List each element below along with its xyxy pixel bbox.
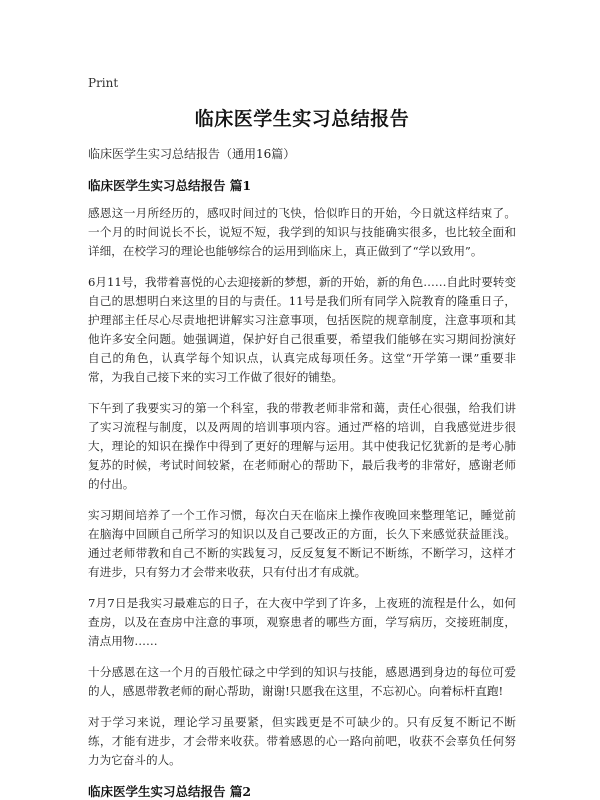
paragraph: 感恩这一月所经历的，感叹时间过的飞快，恰似昨日的开始，今日就这样结束了。一个月的时间说长不长，说短不短，我学到的知识与技能确实很多，也比较全面和详细，在校学习的理论也能够综合的运用到临床上，真正做到了“学以致用”。: [88, 206, 516, 258]
paragraph: 对于学习来说，理论学习虽要紧，但实践更是不可缺少的。只有反复不断记不断练，才能有进步，才会带来收获。带着感恩的心一路向前吧，收获不会辜负任何努力为它奋斗的人。: [88, 715, 516, 767]
paragraph: 实习期间培养了一个工作习惯，每次白天在临床上操作夜晚回来整理笔记，睡觉前在脑海中回顾自己所学习的知识以及自己要改正的方面，长久下来感觉获益匪浅。通过老师带教和自己不断的实践复习，反反复复不断记不断练，不断学习，这样才有进步，只有努力才会带来收获，只有付出才有成就。: [88, 508, 516, 579]
paragraph: 下午到了我要实习的第一个科室，我的带教老师非常和蔼，责任心很强，给我们讲了实习流程与制度，以及两周的培训事项内容。通过严格的培训，自我感觉进步很大，理论的知识在操作中得到了更好的理解与运用。其中使我记忆犹新的是考心肺复苏的时候，考试时间较紧，在老师耐心的帮助下，最后我考的非常好，感谢老师的付出。: [88, 401, 516, 491]
paragraph: 十分感恩在这一个月的百般忙碌之中学到的知识与技能，感恩遇到身边的每位可爱的人，感恩带教老师的耐心帮助，谢谢!只愿我在这里，不忘初心。向着标杆直跑!: [88, 665, 516, 698]
page-title: 临床医学生实习总结报告: [194, 108, 410, 130]
paragraph: 6月11号，我带着喜悦的心去迎接新的梦想，新的开始，新的角色……自此时要转变自己的思想明白来这里的目的与责任。11号是我们所有同学入院教育的隆重日子，护理部主任尽心尽责地把讲解实习注意事项，包括医院的规章制度，注意事项和其他许多安全问题。她强调道，保护好自己很重要，希望我们能够在实习期间扮演好自己的角色，认真学每个知识点，认真完成每项任务。这堂“开学第一课”重要非常，为我自己接下来的实习工作做了很好的铺垫。: [88, 275, 516, 384]
document-subtitle: 临床医学生实习总结报告（通用16篇）: [88, 147, 296, 161]
section-heading-2: 临床医学生实习总结报告 篇2: [88, 784, 252, 799]
print-link[interactable]: Print: [88, 76, 119, 90]
section-heading-1: 临床医学生实习总结报告 篇1: [88, 178, 252, 193]
paragraph: 7月7日是我实习最难忘的日子，在大夜中学到了许多，上夜班的流程是什么，如何查房，以及在查房中注意的事项，观察患者的哪些方面，学写病历，交接班制度，清点用物……: [88, 596, 516, 648]
